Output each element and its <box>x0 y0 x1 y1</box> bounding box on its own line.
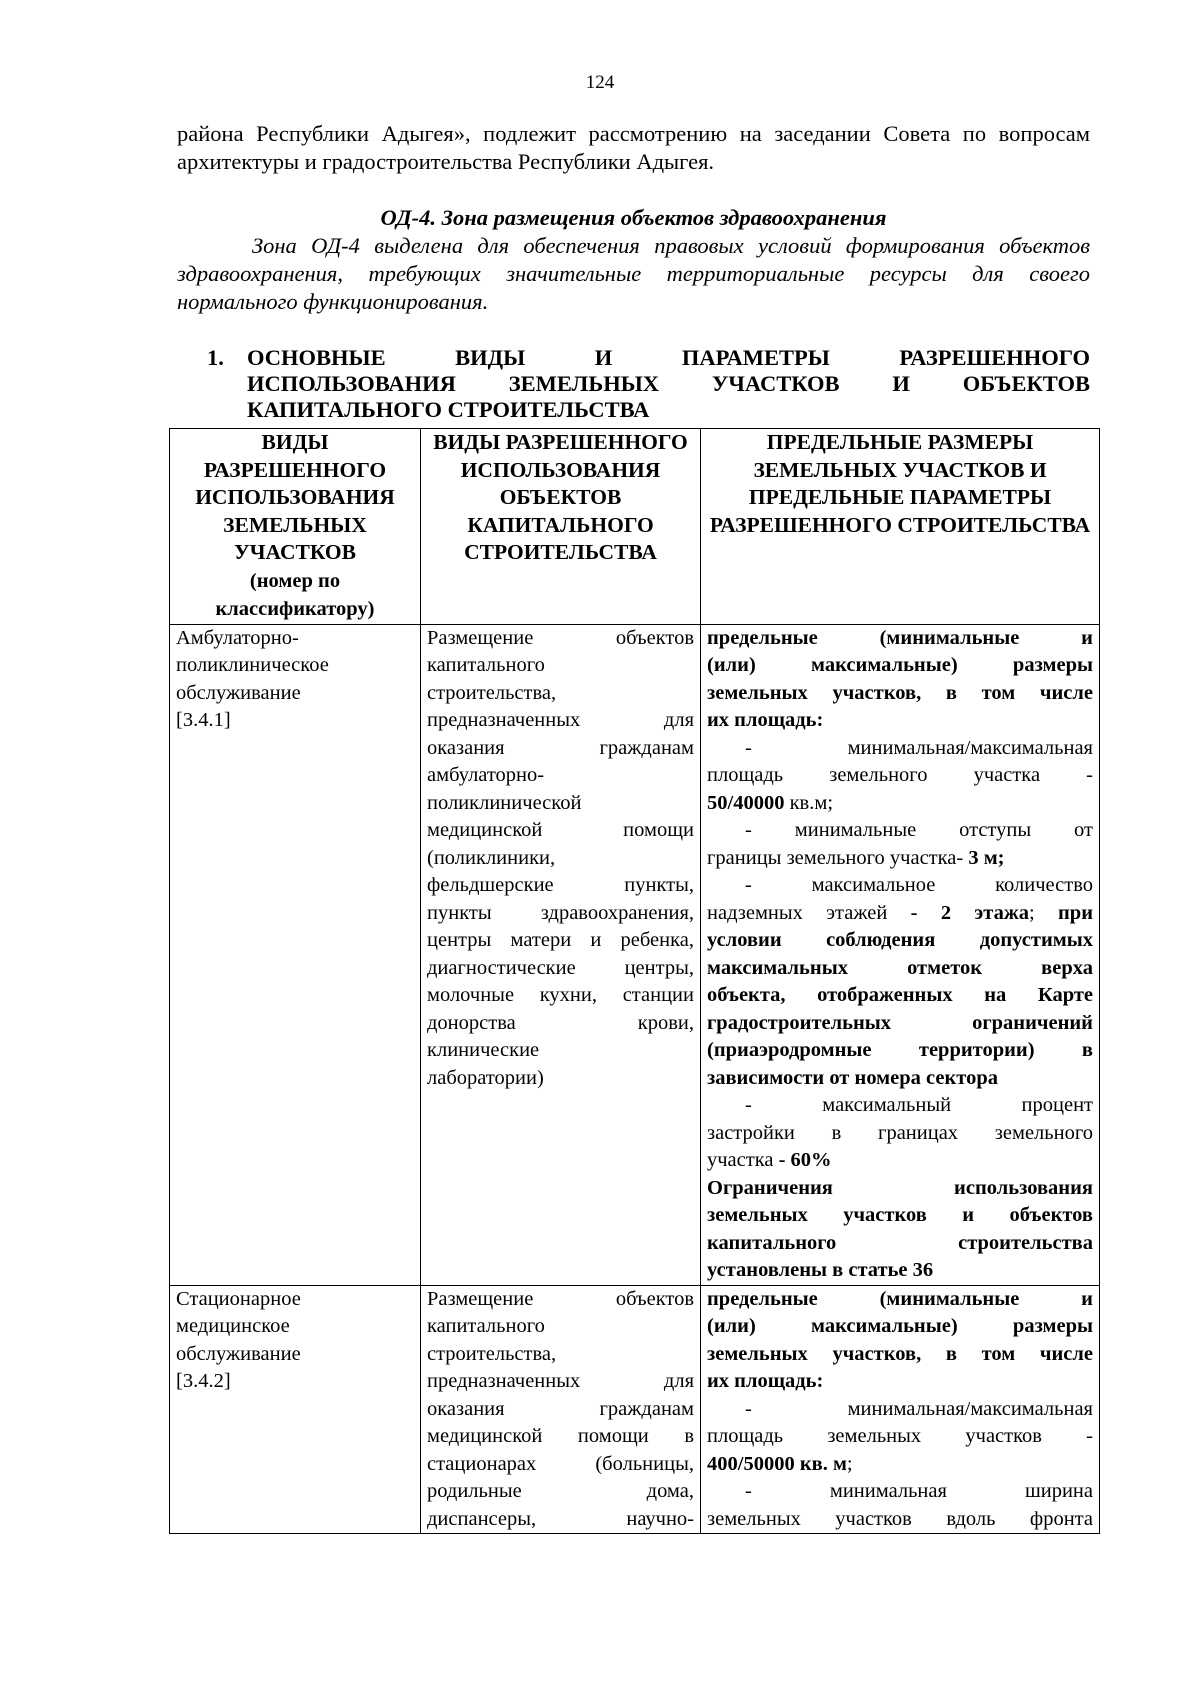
cell-line: лаборатории) <box>427 1066 544 1089</box>
zone-description: Зона ОД-4 выделена для обеспечения правовых условий формирования объектов здравоохранения, требующих значительные территориальные ресурсы для своего нормального функционирования. <box>177 233 1090 314</box>
value-unit: ; <box>846 1452 853 1475</box>
cell-line: объекта, отображенных на Карте <box>707 984 1093 1006</box>
permitted-use-table <box>169 428 1100 1534</box>
zone-title: ОД-4. Зона размещения объектов здравоохранения <box>380 205 887 230</box>
cell-line: площадь земельного участка - <box>707 764 1093 786</box>
cell-line: площадь земельных участков - <box>707 1425 1093 1447</box>
cell-line: медицинской помощи в <box>427 1425 694 1447</box>
cell-line: Размещение объектов <box>427 1287 694 1310</box>
value-area: 50/40000 <box>707 791 785 814</box>
section-number: 1. <box>207 345 224 370</box>
cell-line: обслуживание <box>176 681 301 704</box>
cell-line: родильные дома, <box>427 1480 694 1502</box>
cell-line: [3.4.2] <box>176 1370 231 1392</box>
cell-land-use <box>170 1285 421 1534</box>
cell-line: - максимальное количество <box>745 874 1093 896</box>
condition-start: при <box>1057 901 1094 924</box>
cell-line: Стационарное <box>176 1287 301 1310</box>
cell-line: градостроительных ограничений <box>707 1011 1093 1034</box>
cell-line: капитального <box>427 654 545 676</box>
intro-paragraph: района Республики Адыгея», подлежит рассмотрению на заседании Совета по вопросам архитектуры и градостроительства Республики Адыгея. <box>177 121 1090 174</box>
cell-line <box>707 1147 1093 1175</box>
cell-line: Размещение объектов <box>427 626 694 649</box>
cell-line: диагностические центры, <box>427 956 694 979</box>
cell-line: стационарах (больницы, <box>427 1452 694 1475</box>
cell-land-use <box>170 624 421 1285</box>
cell-limit-parameters <box>701 1285 1100 1534</box>
cell-line: земельных участков и объектов <box>707 1204 1093 1226</box>
cell-line: оказания гражданам <box>427 1397 694 1420</box>
value-coverage: - 60% <box>778 1149 832 1171</box>
cell-line <box>707 790 1093 818</box>
value-label: участка <box>707 1149 779 1171</box>
cell-line: предназначенных для <box>427 709 694 731</box>
cell-line: предельные (минимальные и <box>707 626 1093 649</box>
cell-line: центры матери и ребенка, <box>427 929 694 951</box>
section-heading <box>207 345 1090 423</box>
section-title-line: ОСНОВНЫЕ ВИДЫ И ПАРАМЕТРЫ РАЗРЕШЕННОГО <box>247 345 1090 370</box>
cell-line: оказания гражданам <box>427 736 694 759</box>
cell-line: - минимальная/максимальная <box>745 1397 1093 1420</box>
table-header-row <box>170 429 1100 625</box>
cell-line: условии соблюдения допустимых <box>707 929 1093 951</box>
page-number: 124 <box>585 72 615 93</box>
cell-line: диспансеры, научно- <box>427 1507 694 1530</box>
cell-line: амбулаторно- <box>427 764 545 786</box>
cell-line: (или) максимальные) размеры <box>707 654 1093 676</box>
header-land-use <box>170 429 421 625</box>
header-land-use-title: ВИДЫ РАЗРЕШЕННОГО ИСПОЛЬЗОВАНИЯ ЗЕМЕЛЬНЫХ УЧАСТКОВ <box>195 430 395 564</box>
table-row <box>170 624 1100 1285</box>
cell-line: обслуживание <box>176 1342 301 1365</box>
cell-limit-parameters <box>701 624 1100 1285</box>
value-floors: - 2 этажа <box>887 901 1029 924</box>
cell-line <box>707 845 1093 873</box>
cell-line: фельдшерские пункты, <box>427 874 694 896</box>
header-limit-parameters: ПРЕДЕЛЬНЫЕ РАЗМЕРЫ ЗЕМЕЛЬНЫХ УЧАСТКОВ И ПРЕДЕЛЬНЫЕ ПАРАМЕТРЫ РАЗРЕШЕННОГО СТРОИТЕЛЬСТВА <box>701 429 1100 625</box>
cell-line: - максимальный процент <box>745 1094 1093 1116</box>
table-row <box>170 1285 1100 1534</box>
value-unit: кв.м; <box>784 791 834 814</box>
cell-line: медицинское <box>176 1315 290 1337</box>
cell-line: предельные (минимальные и <box>707 1287 1093 1310</box>
cell-line: их площадь: <box>707 709 824 731</box>
cell-line: Ограничения использования <box>707 1176 1093 1199</box>
cell-line: медицинской помощи <box>427 819 694 841</box>
cell-line: зависимости от номера сектора <box>707 1066 998 1089</box>
cell-line <box>707 1451 1093 1479</box>
cell-line: донорства крови, <box>427 1011 694 1034</box>
cell-line: (приаэродромные территории) в <box>707 1039 1093 1061</box>
cell-building-use <box>421 624 701 1285</box>
cell-line: капитального строительства <box>707 1231 1093 1254</box>
value-sep: ; <box>1028 901 1058 924</box>
cell-line: молочные кухни, станции <box>427 984 694 1006</box>
value-setback: 3 м; <box>963 846 1005 869</box>
cell-line: - минимальная ширина <box>745 1480 1093 1502</box>
cell-line: [3.4.1] <box>176 709 231 731</box>
cell-building-use <box>421 1285 701 1534</box>
cell-line: земельных участков вдоль фронта <box>707 1507 1093 1530</box>
cell-line: их площадь: <box>707 1370 824 1392</box>
value-label: надземных этажей <box>707 901 888 924</box>
section-title-line: КАПИТАЛЬНОГО СТРОИТЕЛЬСТВА <box>247 397 650 422</box>
cell-line: (поликлиники, <box>427 846 556 869</box>
cell-line: пункты здравоохранения, <box>427 901 694 924</box>
cell-line: максимальных отметок верха <box>707 956 1093 979</box>
value-area: 400/50000 кв. м <box>707 1452 847 1475</box>
cell-line: клинические <box>427 1039 540 1061</box>
cell-line: поликлинической <box>427 791 582 814</box>
value-label: границы земельного участка- <box>707 846 964 869</box>
cell-line: предназначенных для <box>427 1370 694 1392</box>
cell-line: капитального <box>427 1315 545 1337</box>
cell-line: земельных участков, в том числе <box>707 681 1093 704</box>
cell-line: (или) максимальные) размеры <box>707 1315 1093 1337</box>
section-title-line: ИСПОЛЬЗОВАНИЯ ЗЕМЕЛЬНЫХ УЧАСТКОВ И ОБЪЕКТОВ <box>247 371 1090 396</box>
cell-line: Амбулаторно- <box>176 626 299 649</box>
cell-line: - минимальные отступы от <box>745 819 1093 841</box>
cell-line: поликлиническое <box>176 654 329 676</box>
cell-line <box>707 900 1093 928</box>
cell-line: строительства, <box>427 1342 557 1365</box>
section-title <box>247 345 1090 423</box>
cell-line: установлены в статье 36 <box>707 1259 934 1281</box>
cell-line: строительства, <box>427 681 557 704</box>
cell-line: земельных участков, в том числе <box>707 1342 1093 1365</box>
header-building-use: ВИДЫ РАЗРЕШЕННОГО ИСПОЛЬЗОВАНИЯ ОБЪЕКТОВ КАПИТАЛЬНОГО СТРОИТЕЛЬСТВА <box>421 429 701 625</box>
cell-line: - минимальная/максимальная <box>745 736 1093 759</box>
header-land-use-sub: (номер по классификатору) <box>215 569 375 620</box>
cell-line: застройки в границах земельного <box>707 1121 1093 1144</box>
